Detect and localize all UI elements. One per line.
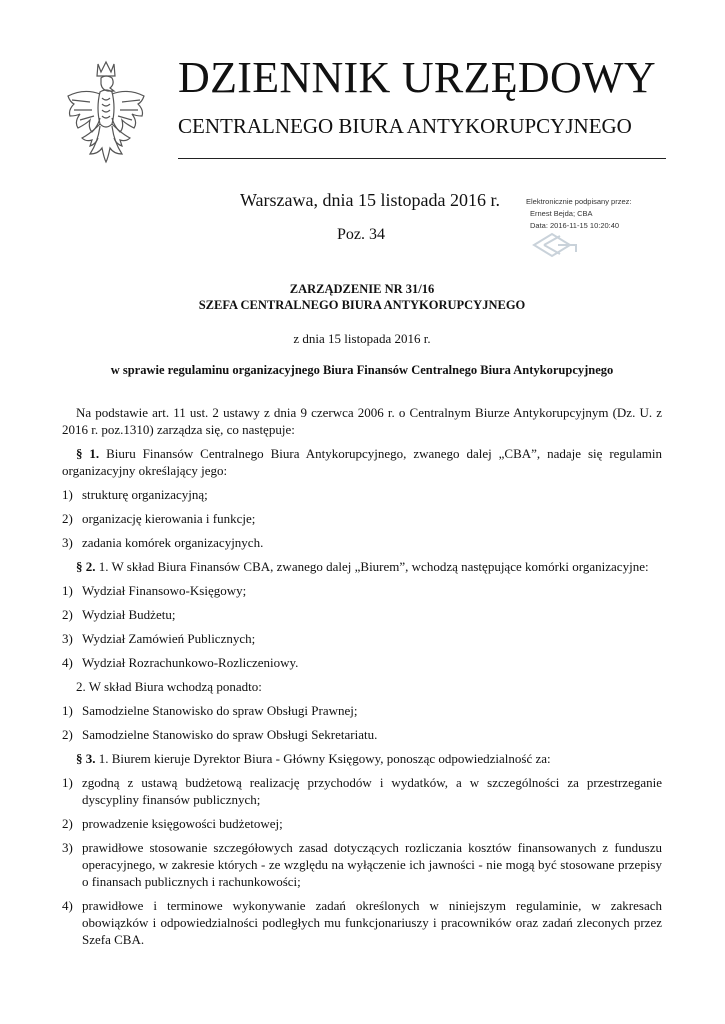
document-body xyxy=(62,404,662,948)
list-item: 1) zgodną z ustawą budżetową realizację przychodów i wydatków, a w szczególności za przestrzeganie dyscypliny finansów publicznych; xyxy=(62,775,662,807)
section-2-paragraph-2: 2. W skład Biura wchodzą ponadto: xyxy=(76,679,262,694)
section-3 xyxy=(62,750,662,767)
section-text: 1. Biurem kieruje Dyrektor Biura - Główny Księgowy, ponosząc odpowiedzialność za: xyxy=(98,751,551,766)
preamble: Na podstawie art. 11 ust. 2 ustawy z dnia 9 czerwca 2006 r. o Centralnym Biurze Antykorupcyjnym (Dz. U. z 2016 r. poz.1310) zarządza się, co następuje: xyxy=(62,405,662,437)
section-2 xyxy=(62,558,662,575)
publication-date: Warszawa, dnia 15 listopada 2016 r. xyxy=(240,190,500,210)
section-label: § 3. xyxy=(76,751,96,766)
signature-seal-icon xyxy=(530,232,590,258)
journal-subtitle: CENTRALNEGO BIURA ANTYKORUPCYJNEGO xyxy=(178,114,632,138)
section-text: 1. W skład Biura Finansów CBA, zwanego dalej „Biurem”, wchodzą następujące komórki organizacyjne: xyxy=(98,559,649,574)
act-subject: w sprawie regulaminu organizacyjnego Biura Finansów Centralnego Biura Antykorupcyjnego xyxy=(110,363,614,377)
signature-label: Elektronicznie podpisany przez: xyxy=(526,197,632,206)
journal-title: DZIENNIK URZĘDOWY xyxy=(178,53,656,102)
electronic-signature xyxy=(524,196,631,232)
list-item: 3) zadania komórek organizacyjnych. xyxy=(62,535,264,550)
list-item: 3) prawidłowe stosowanie szczegółowych zasad dotyczących rozliczania kosztów finansowanych z funduszu operacyjnego, w zakresie których - ze względu na wyłączenie ich jawności - nie mogą być stosowane przepisy o finansach publicznych i rachunkowości; xyxy=(62,840,662,889)
section-text: Biuru Finansów Centralnego Biura Antykorupcyjnego, zwanego dalej „CBA”, nadaje się regulamin organizacyjny określający jego: xyxy=(62,446,663,478)
act-title: ZARZĄDZENIE NR 31/16 xyxy=(289,282,435,296)
header-divider xyxy=(178,158,666,159)
section-label: § 2. xyxy=(76,559,96,574)
list-item: 3) Wydział Zamówień Publicznych; xyxy=(62,631,256,646)
signature-signer: Ernest Bejda; CBA xyxy=(530,209,593,218)
list-item: 2) Wydział Budżetu; xyxy=(62,607,176,622)
section-1 xyxy=(62,445,662,479)
signature-date: Data: 2016-11-15 10:20:40 xyxy=(530,221,620,230)
list-item: 2) Samodzielne Stanowisko do spraw Obsługi Sekretariatu. xyxy=(62,727,378,742)
list-item: 2) prowadzenie księgowości budżetowej; xyxy=(62,816,283,831)
list-item: 1) Wydział Finansowo-Księgowy; xyxy=(62,583,247,598)
eagle-emblem-icon xyxy=(60,58,152,180)
act-date: z dnia 15 listopada 2016 r. xyxy=(293,331,431,346)
list-item: 2) organizację kierowania i funkcje; xyxy=(62,511,256,526)
list-item: 4) prawidłowe i terminowe wykonywanie zadań określonych w niniejszym regulaminie, w zakresach obowiązków i odpowiedzialności podległych mu funkcjonariuszy i pracowników oraz zadań zleconych przez Szefa CBA. xyxy=(62,898,662,947)
act-issuer: SZEFA CENTRALNEGO BIURA ANTYKORUPCYJNEGO xyxy=(198,298,526,312)
list-item: 1) strukturę organizacyjną; xyxy=(62,487,208,502)
list-item: 1) Samodzielne Stanowisko do spraw Obsługi Prawnej; xyxy=(62,703,358,718)
position-number: Poz. 34 xyxy=(337,226,385,243)
list-item: 4) Wydział Rozrachunkowo-Rozliczeniowy. xyxy=(62,655,299,670)
section-label: § 1. xyxy=(76,446,100,461)
